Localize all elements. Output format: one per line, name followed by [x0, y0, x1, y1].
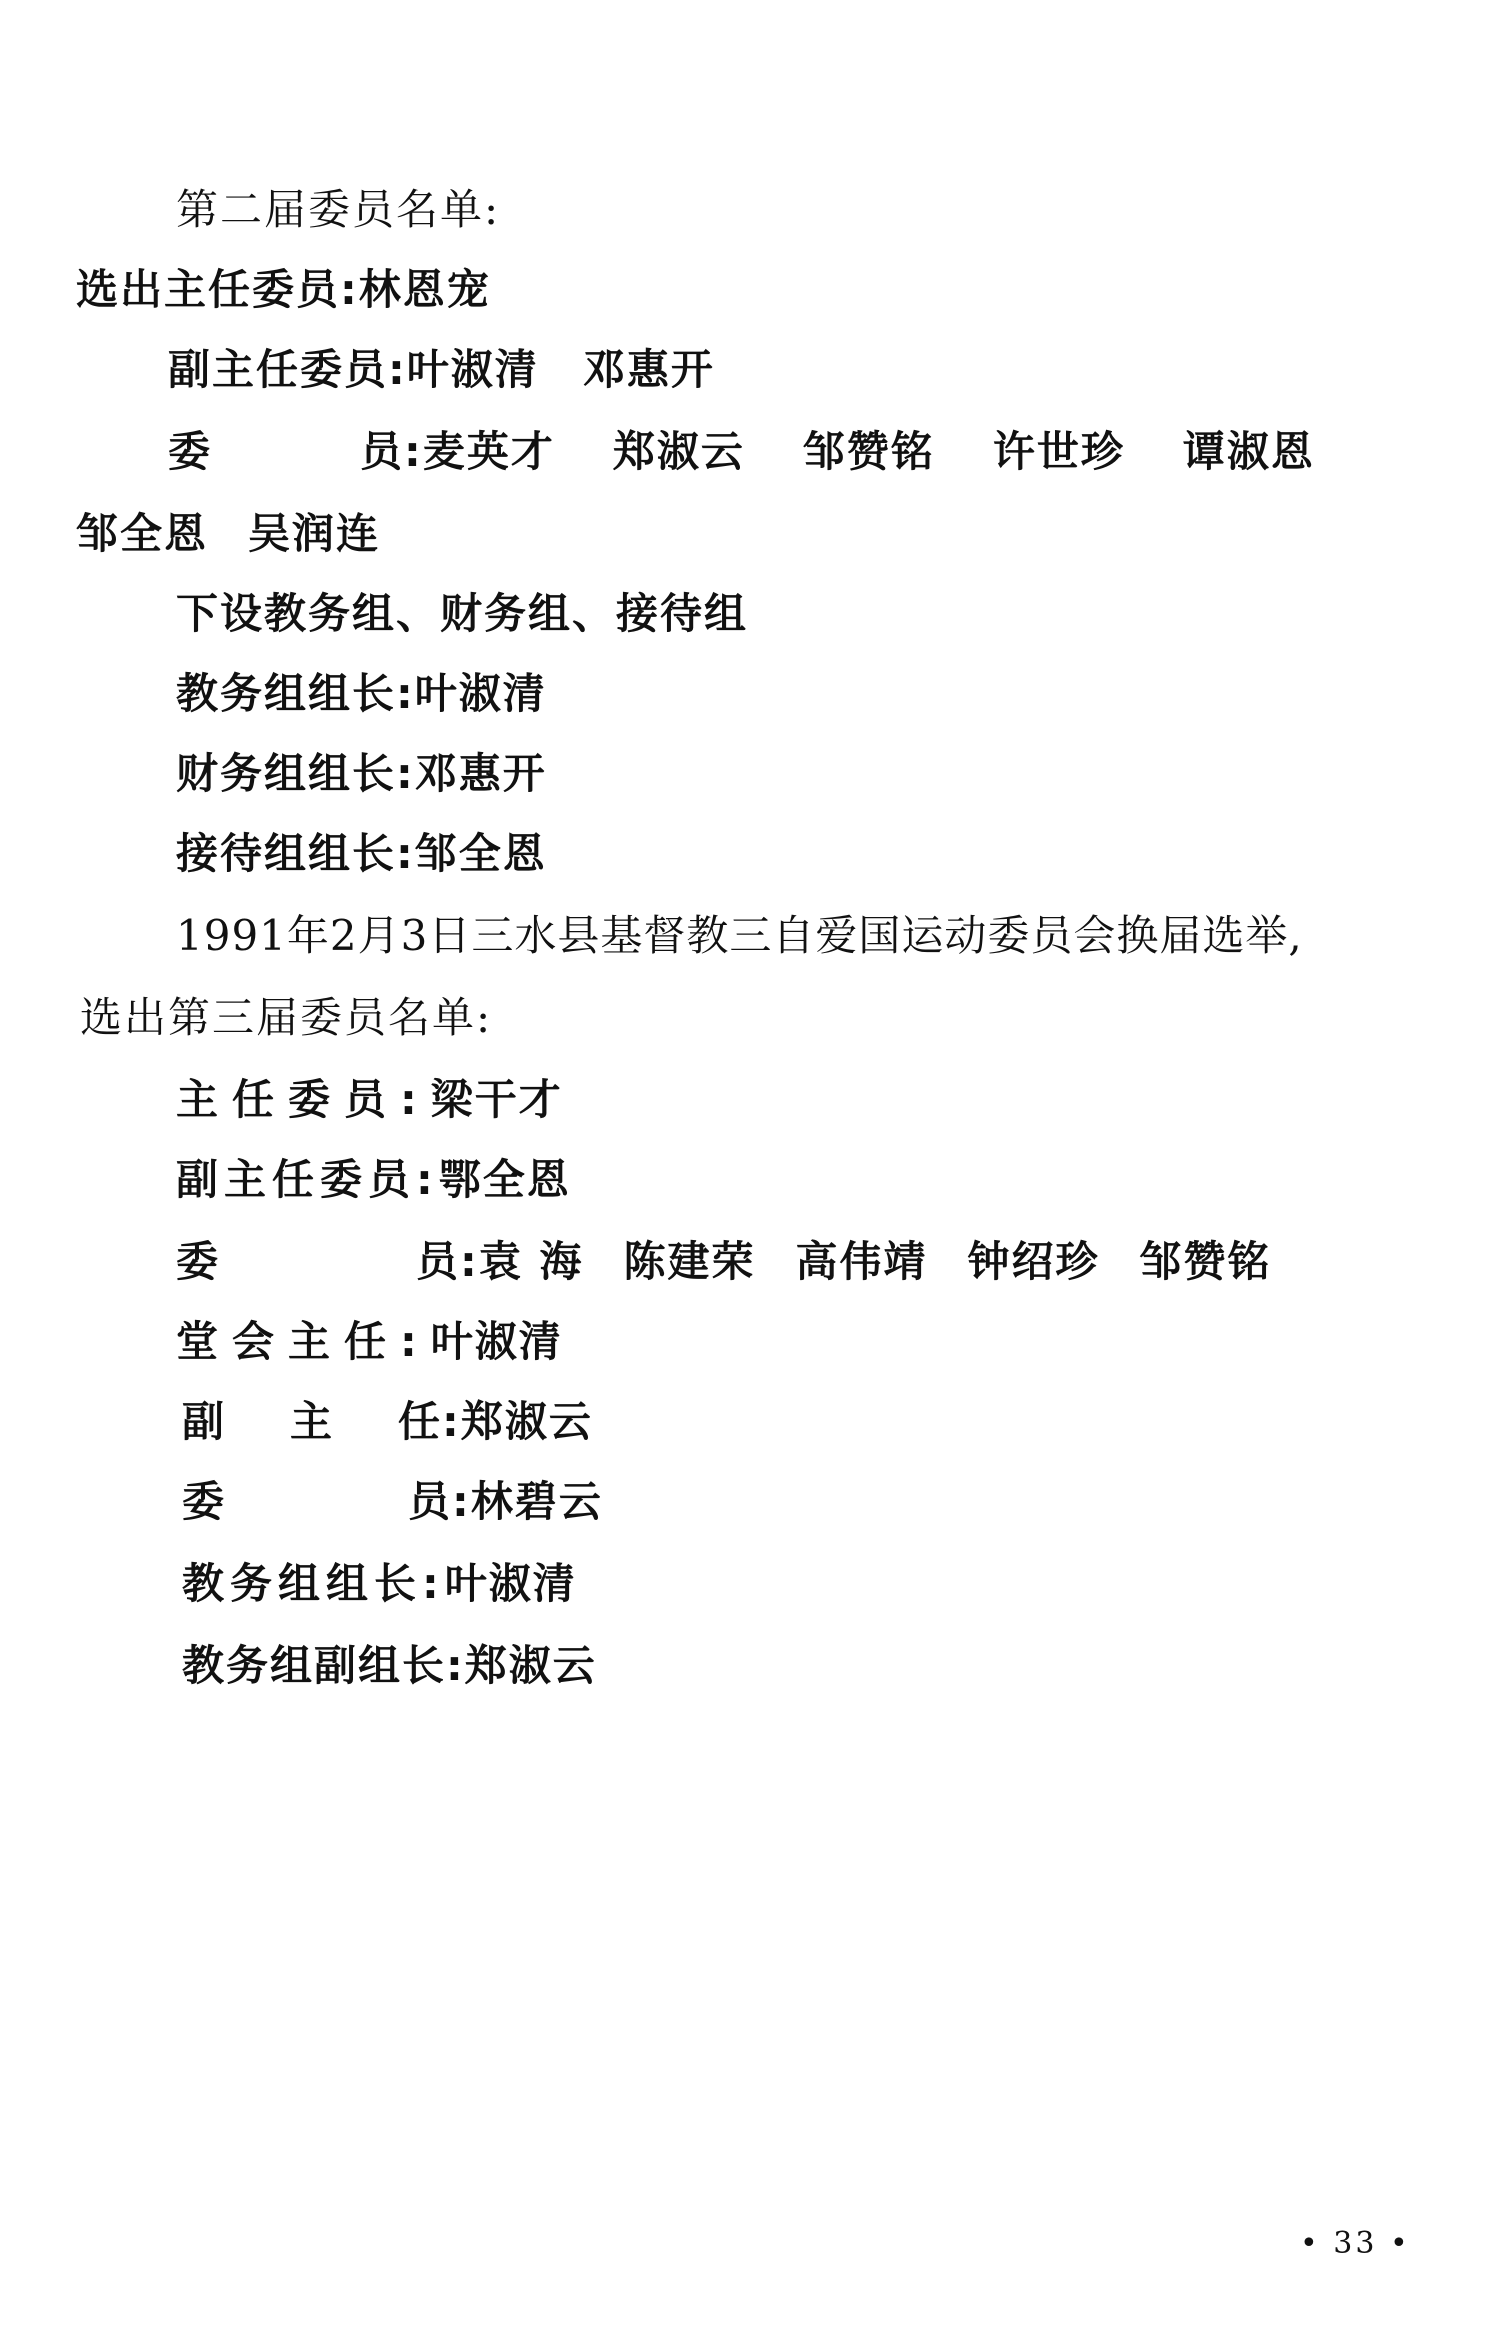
- section2-members-line-2: [76, 506, 380, 562]
- section2-heading: 第二届委员名单:: [176, 185, 501, 234]
- section2-member-3: 邹赞铭: [802, 427, 935, 476]
- section3-members-label-a: 委: [176, 1237, 221, 1286]
- section2-fin-line: [176, 746, 547, 802]
- section3-church-member-label-b: 员:: [408, 1477, 471, 1526]
- section3-edu-vice-name: 郑淑云: [464, 1641, 597, 1690]
- section3-vice-name: 鄂全恩: [438, 1155, 571, 1204]
- section3-edu-vice-line: [182, 1638, 597, 1694]
- section3-edu-vice-label: 教务组副组长:: [182, 1641, 465, 1690]
- section2-groups-line: 下设教务组、财务组、接待组: [176, 589, 749, 638]
- section2-members-label-b: 员:: [360, 427, 423, 476]
- section3-vice-label: 副主任委员:: [176, 1155, 439, 1204]
- section2-vice-line: [168, 342, 715, 398]
- section2-edu-name: 叶淑清: [414, 669, 547, 718]
- section3-edu-name: 叶淑清: [444, 1559, 577, 1608]
- section2-vice-name-2: 邓惠开: [582, 345, 715, 394]
- election-line-1: 1991年2月3日三水县基督教三自爱国运动委员会换届选举,: [176, 911, 1303, 960]
- section3-chair-label: 主任委员:: [176, 1075, 431, 1124]
- section2-chair-label: 选出主任委员:: [76, 265, 359, 314]
- section3-church-member-label-a: 委: [182, 1477, 227, 1526]
- section3-members-line: [176, 1234, 1272, 1290]
- section2-members-label-a: 委: [168, 427, 213, 476]
- section2-member-6: 邹全恩: [76, 509, 209, 558]
- section2-rec-line: [176, 826, 547, 882]
- section3-edu-line: [182, 1556, 577, 1612]
- section2-edu-label: 教务组组长:: [176, 669, 415, 718]
- section3-church-vice-label-b: 主: [290, 1397, 335, 1446]
- section2-vice-name-1: 叶淑清: [406, 345, 539, 394]
- section2-fin-name: 邓惠开: [414, 749, 547, 798]
- section3-church-vice-line: [182, 1394, 593, 1450]
- section3-member-1: 袁 海: [478, 1237, 584, 1286]
- section3-church-member-name: 林碧云: [470, 1477, 603, 1526]
- section3-vice-line: [176, 1152, 571, 1208]
- section3-member-3: 高伟靖: [795, 1237, 928, 1286]
- section3-member-5: 邹赞铭: [1139, 1237, 1272, 1286]
- section2-member-2: 郑淑云: [612, 427, 745, 476]
- page-number: • 33 •: [1300, 2226, 1411, 2261]
- section2-member-1: 麦英才: [422, 427, 555, 476]
- section2-rec-name: 邹全恩: [414, 829, 547, 878]
- section2-member-4: 许世珍: [992, 427, 1125, 476]
- election-line-2: 选出第三届委员名单:: [80, 993, 493, 1042]
- section2-chair-line: [76, 262, 491, 318]
- section3-church-vice-name: 郑淑云: [460, 1397, 593, 1446]
- section3-church-vice-label-a: 副: [182, 1397, 227, 1446]
- section3-chair-line: [176, 1072, 563, 1128]
- section3-church-vice-label-c: 任:: [398, 1397, 461, 1446]
- section3-edu-label: 教务组组长:: [182, 1559, 445, 1608]
- section2-members-line: [168, 424, 1315, 480]
- section2-fin-label: 财务组组长:: [176, 749, 415, 798]
- section3-church-chair-label: 堂会主任:: [176, 1317, 431, 1366]
- section3-members-label-b: 员:: [416, 1237, 479, 1286]
- section2-edu-line: [176, 666, 547, 722]
- section3-chair-name: 梁干才: [430, 1075, 563, 1124]
- section2-vice-label: 副主任委员:: [168, 345, 407, 394]
- section2-rec-label: 接待组组长:: [176, 829, 415, 878]
- section2-member-7: 吴润连: [248, 509, 381, 558]
- section3-member-4: 钟绍珍: [967, 1237, 1100, 1286]
- section2-member-5: 谭淑恩: [1182, 427, 1315, 476]
- section3-member-2: 陈建荣: [623, 1237, 756, 1286]
- section3-church-chair-line: [176, 1314, 563, 1370]
- section3-church-chair-name: 叶淑清: [430, 1317, 563, 1366]
- section2-chair-name: 林恩宠: [358, 265, 491, 314]
- section3-church-member-line: [182, 1474, 603, 1530]
